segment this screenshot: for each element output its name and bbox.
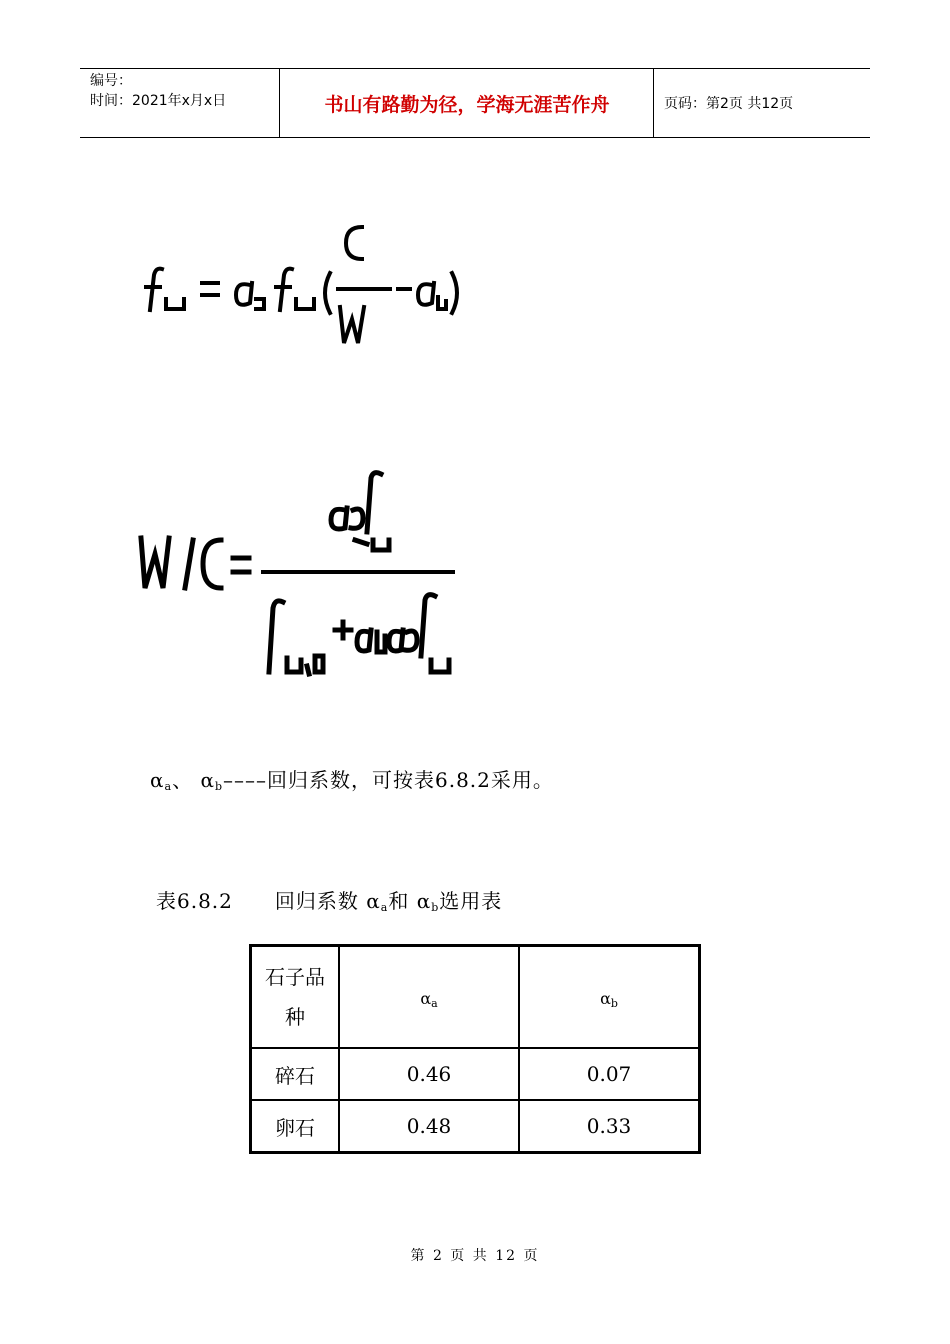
header-stone-type-line1: 石子品 bbox=[265, 965, 325, 989]
row-alpha-b-value: 0.07 bbox=[519, 1048, 699, 1100]
formula-strength bbox=[140, 215, 470, 350]
row-stone-type: 卵石 bbox=[251, 1100, 339, 1152]
time-label: 时间：2021年x月x日 bbox=[90, 93, 227, 109]
row-alpha-a-value: 0.48 bbox=[339, 1100, 519, 1152]
page-footer: 第 2 页 共 12 页 bbox=[410, 1248, 540, 1264]
coefficient-definition bbox=[150, 764, 554, 793]
header-alpha-a-sub: a bbox=[431, 996, 438, 1010]
formula-water-cement bbox=[135, 470, 465, 685]
alpha-a-subscript: a bbox=[164, 780, 173, 793]
number-label: 编号： bbox=[90, 73, 132, 89]
header-motto: 书山有路勤为径，学海无涯苦作舟 bbox=[281, 69, 654, 137]
table-row bbox=[251, 1100, 699, 1152]
table-header-row bbox=[251, 946, 699, 1048]
separator: 、 bbox=[172, 768, 194, 792]
caption-prefix: 表6.8.2 回归系数 bbox=[156, 889, 359, 913]
alpha-a-symbol: α bbox=[150, 768, 165, 792]
row-stone-type: 碎石 bbox=[251, 1048, 339, 1100]
caption-alpha-a: α bbox=[366, 889, 381, 913]
table-row bbox=[251, 1048, 699, 1100]
table-caption bbox=[156, 885, 502, 914]
header-alpha-b-sub: b bbox=[610, 996, 618, 1010]
alpha-b-symbol: α bbox=[200, 768, 215, 792]
row-alpha-a-value: 0.46 bbox=[339, 1048, 519, 1100]
coefficient-table bbox=[249, 944, 701, 1154]
header-alpha-a bbox=[339, 946, 519, 1048]
caption-and: 和 bbox=[388, 889, 410, 913]
header-meta bbox=[80, 69, 280, 137]
header-stone-type-line2: 种 bbox=[285, 1005, 305, 1029]
alpha-b-subscript: b bbox=[214, 780, 223, 793]
header-alpha-b-symbol: α bbox=[600, 988, 611, 1008]
header-stone-type bbox=[251, 946, 339, 1048]
caption-sub-b: b bbox=[431, 901, 440, 914]
caption-suffix: 选用表 bbox=[439, 889, 503, 913]
header-page-info: 页码：第2页 共12页 bbox=[664, 96, 794, 112]
caption-sub-a: a bbox=[380, 901, 389, 914]
definition-text: ––––回归系数，可按表6.8.2采用。 bbox=[223, 768, 554, 792]
page-header bbox=[80, 68, 870, 138]
header-alpha-a-symbol: α bbox=[420, 988, 432, 1008]
row-alpha-b-value: 0.33 bbox=[519, 1100, 699, 1152]
header-alpha-b bbox=[519, 946, 699, 1048]
caption-alpha-b: α bbox=[416, 889, 432, 913]
